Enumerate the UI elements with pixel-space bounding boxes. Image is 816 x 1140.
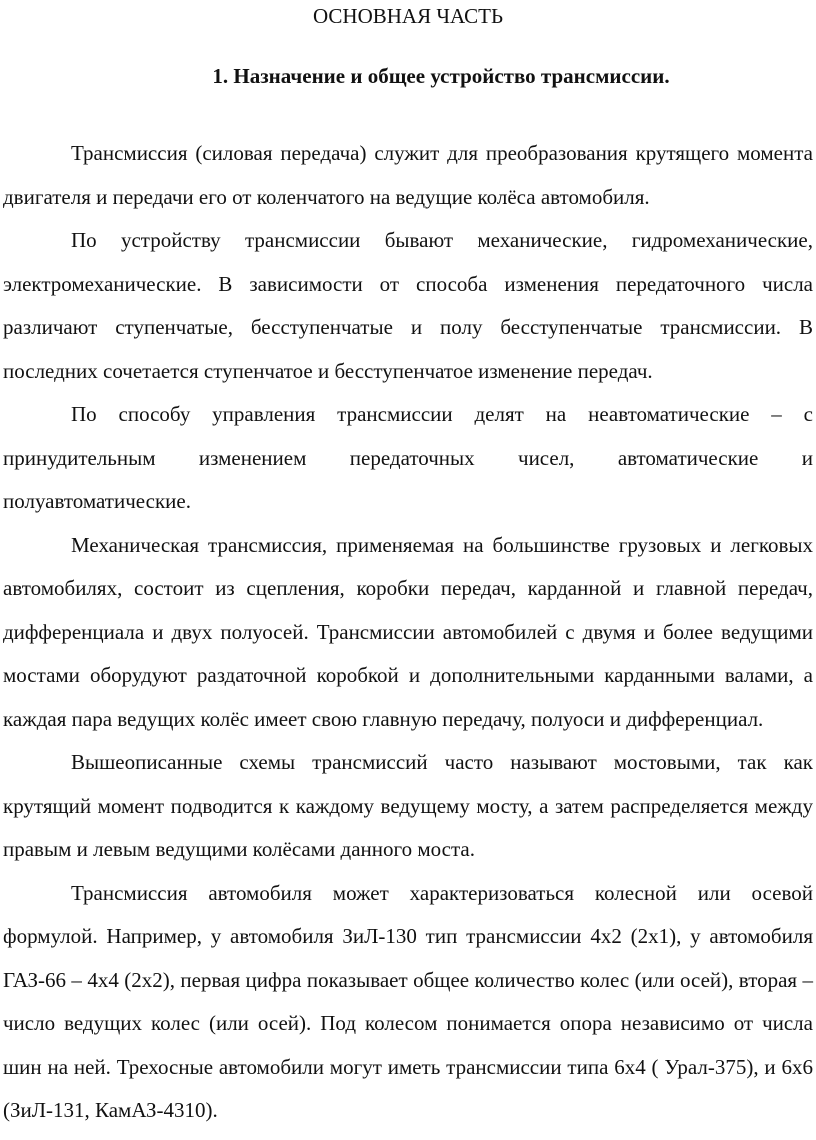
paragraph-bridge-schemes: Вышеописанные схемы трансмиссий часто называют мостовыми, так как крутящий момент подводится к каждому ведущему мосту, а затем распределяется между правым и левым ведущими колёсами данного моста.: [3, 750, 813, 861]
paragraph-mechanical: Механическая трансмиссия, применяемая на большинстве грузовых и легковых автомобилях, состоит из сцепления, коробки передач, карданной и главной передач, дифференциала и двух полуосей. Трансмиссии автомобилей с двумя и более ведущими мостами оборудуют раздаточной коробкой и дополнительными карданными валами, а каждая пара ведущих колёс имеет свою главную передачу, полуоси и дифференциал.: [3, 532, 813, 731]
paragraph-wheel-formula: Трансмиссия автомобиля может характеризоваться колесной или осевой формулой. Например, у автомобиля ЗиЛ-130 тип трансмиссии 4х2 (2х1), у автомобиля ГАЗ-66 – 4х4 (2х2), первая цифра показывает общее количество колес (или осей), вторая – число ведущих колес (или осей). Под колесом понимается опора независимо от числа шин на ней. Трехосные автомобили могут иметь трансмиссии типа 6х4 ( Урал-375), и 6х6 (ЗиЛ-131, КамАЗ-4310).: [3, 880, 813, 1122]
paragraph-types: По устройству трансмиссии бывают механические, гидромеханические, электромеханические. В зависимости от способа изменения передаточного числа различают ступенчатые, бесступенчатые и полу бесступенчатые трансмиссии. В последних сочетается ступенчатое и бесступенчатое изменение передач.: [3, 228, 813, 383]
chapter-heading: 1. Назначение и общее устройство трансмиссии.: [212, 64, 670, 88]
body-text: [3, 132, 813, 1133]
section-title: ОСНОВНАЯ ЧАСТЬ: [312, 4, 503, 28]
paragraph-definition: Трансмиссия (силовая передача) служит для преобразования крутящего момента двигателя и передачи его от коленчатого на ведущие колёса автомобиля.: [3, 141, 813, 209]
paragraph-control: По способу управления трансмиссии делят на неавтоматические – с принудительным изменением передаточных чисел, автоматические и полуавтоматические.: [3, 402, 813, 513]
